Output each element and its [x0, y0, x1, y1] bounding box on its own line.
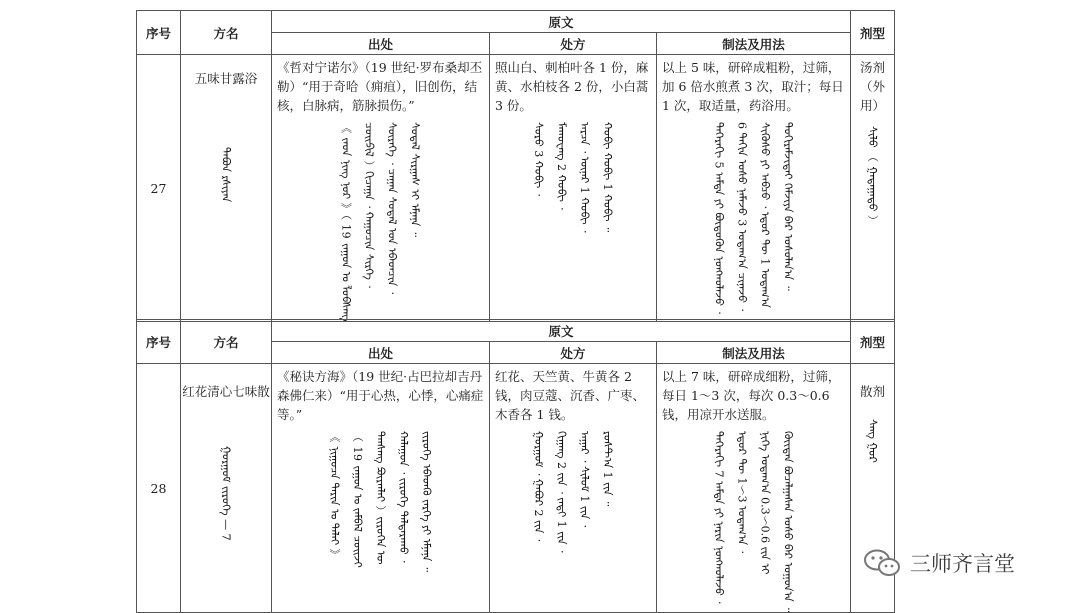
source-cell: [272, 55, 490, 322]
mong-line: ᠳᠡᠭᠡᠷᠡᠬᠢ 7 ᠠᠮᠲᠠ ᠶᠢ ᠨᠠᠷᠢᠨ ᠨᠤᠩᠬᠤᠯᠠᠵᠤ ᠂: [712, 431, 726, 604]
mong-line: ᠰᠤᠳᠠᠯ ᠰᠢᠷᠭᠠᠰ ᠢ ᠡᠮᠨᠡᠨᠡ ᠃: [408, 122, 422, 237]
mong-line: ᠲᠣᠬᠢᠷᠠᠮᠵᠢᠲᠠᠢ ᠬᠡᠮᠵᠢᠶᠡ ᠪᠡᠷ ᠤᠰᠤᠯᠠᠨ᠎ᠠ ᠃: [781, 122, 795, 291]
mong-line: ᠭᠢᠭᠠᠩ 2 ᠵᠢᠨ ᠂ ᠵᠠᠳᠢ 1 ᠵᠢᠨ ᠂: [555, 431, 568, 553]
recipe-mong-block: [490, 427, 656, 553]
mong-line: ᠳᠠᠨᠰᠠᠩ ᠫᠦᠷᠡᠨᠯᠡᠢ ）ᠵᠢᠷᠦᠬᠡᠨ ᠦ: [374, 431, 387, 565]
formula-name-mong: ᠭᠤᠷᠭᠤᠮ ᠵᠢᠷᠦᠬᠡ — 7: [219, 446, 233, 541]
recipe-text: 照山白、刺柏叶各 1 份，麻黄、水柏枝各 2 份，小白蒿 3 份。: [495, 60, 649, 113]
header-source: 出处: [272, 33, 490, 55]
mong-line: ᠠᠷᠴᠠ ᠂ ᠦᠨᠡᠷ 1 ᠬᠤᠪᠢ ᠂: [577, 122, 591, 233]
header-preparation: 制法及用法: [657, 342, 851, 364]
form-mong: ᠰᠡᠩ ᠭᠤᠷ: [866, 419, 879, 463]
header-recipe: 处方: [490, 33, 657, 55]
formula-name-cn: 五味甘露浴: [194, 71, 258, 86]
preparation-cell: [657, 55, 851, 322]
mong-line: 6 ᠳᠠᠬᠢᠨ ᠤᠰᠤ ᠨᠡᠮᠡᠵᠦ 3 ᠤᠳᠠᠭ᠎ᠠ ᠴᠢᠨᠠᠵᠤ ᠂: [735, 122, 749, 311]
table-row: [137, 364, 895, 613]
header-name: 方名: [181, 320, 272, 364]
mong-line: （ 19 ᠵᠠᠭᠤᠨ ᠤ ᠵᠠᠮᠪᠠᠯ ᠴᠣᠢᠵᠢ: [351, 431, 365, 568]
form-cn: 散剂: [859, 384, 885, 399]
mong-line: ᠵᠢᠷᠦᠬᠡ ᠡᠪᠡᠳᠬᠦ ᠵᠡᠷᠭᠡ ᠶᠢ ᠡᠮᠨᠡᠨᠡ ᠃: [419, 431, 433, 573]
preparation-mong-block: [657, 427, 850, 612]
mong-line: 《 ᠵᠡᠳ ᠨᠢᠩ ᠨᠤᠷ 》（ 19 ᠵᠠᠭᠤᠨ ᠤ ᠯᠤᠪᠰᠠᠩ: [339, 122, 353, 322]
source-text: 《哲对宁诺尔》（19 世纪·罗布桑却丕勒）“用于奇哈（痈疽），旧创伤，结核，白脉病，筋脉损伤。”: [277, 60, 483, 113]
row-number: 27: [137, 55, 181, 322]
mong-line: ᠨᠢᠭᠡ ᠤᠳᠠᠭ᠎ᠠ 0.3～0.6 ᠵᠢᠨ ᠢ: [758, 431, 772, 575]
header-original: 原文: [272, 320, 851, 342]
preparation-mong-block: [657, 118, 850, 314]
header-num: 序号: [137, 11, 181, 55]
source-mong-block: [272, 427, 489, 572]
watermark: [862, 546, 1015, 580]
recipe-cell: [490, 55, 657, 322]
header-source: 出处: [272, 342, 490, 364]
header-num: 序号: [137, 320, 181, 364]
formula-name-mong: ᠲᠠᠪᠤᠨ ᠷᠰᠢᠶᠠᠨ: [219, 147, 233, 203]
form-mong: ᠰᠢᠯᠦ （ ᠭᠠᠳᠠᠭᠠᠳᠤ ）: [866, 126, 879, 227]
source-cell: [272, 364, 490, 613]
table-row: [137, 55, 895, 322]
preparation-text: 以上 7 味，研碎成细粉，过筛，每日 1～3 次，每次 0.3～0.6 钱，用凉开水送服。: [662, 369, 841, 422]
form-cell: [851, 55, 895, 322]
header-preparation: 制法及用法: [657, 33, 851, 55]
wechat-icon: [862, 548, 902, 578]
formula-table-28: [136, 319, 895, 613]
form-cn: 汤剂（外用）: [859, 60, 885, 113]
row-number: 28: [137, 364, 181, 613]
source-text: 《秘诀方海》（19 世纪·占巴拉却吉丹森佛仁来）“用于心热，心悸，心痛症等。”: [277, 369, 484, 422]
recipe-text: 红花、天竺黄、牛黄各 2 钱，肉豆蔻、沉香、广枣、木香各 1 钱。: [495, 369, 646, 422]
header-original: 原文: [272, 11, 851, 33]
mong-line: 《 ᠨᠢᠭᠤᠴᠠ ᠲᠠᠷᠢᠨ ᠤ ᠳᠠᠯᠠᠢ 》: [328, 431, 342, 561]
mong-line: ᠡᠳᠦᠷ ᠲᠦ 1～3 ᠤᠳᠠᠭ᠎ᠠ ᠂: [735, 431, 749, 554]
preparation-text: 以上 5 味，研碎成粗粉，过筛，加 6 倍水煎煮 3 次，取汁；每日 1 次，取适量，药浴用。: [662, 60, 844, 113]
mong-line: ᠬᠦᠢᠲᠡᠨ ᠪᠤᠴᠠᠯᠭᠠᠰᠠᠨ ᠤᠰᠤ ᠪᠡᠷ ᠤᠭᠤᠨ᠎ᠠ ᠃: [781, 431, 795, 613]
recipe-cell: [490, 364, 657, 613]
watermark-text: 三师齐言堂: [910, 552, 1015, 576]
mong-line: ᠰᠤᠷᠤ 3 ᠬᠤᠪᠢ ᠂: [532, 122, 546, 196]
mong-line: ᠮᠠᠬᠤᠸᠠᠩ 2 ᠬᠤᠪᠢ ᠂: [555, 122, 568, 210]
preparation-cell: [657, 364, 851, 613]
mong-line: ᠠᠭᠠᠷ ᠂ ᠰᠢᠯᠤᠮ 1 ᠵᠢᠨ ᠂: [577, 431, 591, 528]
mong-line: ᠬᠤᠪᠢ ᠬᠤᠪᠢ 1 ᠬᠤᠪᠢ ᠃: [600, 122, 614, 233]
header-name: 方名: [181, 11, 272, 55]
mong-line: ᠭᠤᠷᠭᠤᠮ ᠂ ᠭᠠᠪᠤᠷ 2 ᠵᠢᠨ ᠂: [532, 431, 546, 542]
mong-line: ᠰᠢᠭᠦᠰᠦ ᠶᠢ ᠠᠪᠴᠤ ᠂ ᠡᠳᠦᠷ ᠲᠦ 1 ᠤᠳᠠᠭ᠎ᠠ: [758, 122, 772, 308]
formula-name-cell: [181, 364, 272, 613]
mong-line: ᠰᠦᠷᠡᠭᠡ ᠂ ᠴᠠᠭᠠᠨ ᠰᠤᠳᠠᠯ ᠤᠨ ᠡᠪᠡᠳᠴᠢᠨ ᠂: [385, 122, 399, 295]
recipe-mong-block: [490, 118, 656, 233]
mong-line: ᠴᠣᠢᠫᠢᠯ ）ᠬᠢᠴᠠᠭᠠ ᠂ ᠬᠠᠭᠤᠴᠢᠨ ᠰᠢᠷᠬᠡ ᠂: [362, 122, 376, 288]
formula-name-cn: 红花清心七味散: [182, 384, 270, 399]
header-form: 剂型: [851, 11, 895, 55]
formula-table-27: [136, 10, 895, 322]
mong-line: ᠷᠤᠰᠲ᠎ᠠ 1 ᠵᠢᠨ ᠃: [600, 431, 614, 507]
source-mong-block: [272, 118, 489, 321]
mong-line: ᠳᠡᠭᠡᠷᠡᠬᠢ 5 ᠠᠮᠲᠠ ᠶᠢ ᠪᠦᠳᠦᠭᠦᠨ ᠨᠤᠩᠬᠤᠯᠠᠵᠤ ᠂: [712, 122, 726, 314]
mong-line: ᠬᠠᠯᠠᠭᠤᠨ ᠂ ᠵᠢᠷᠦᠬᠡ ᠳᠠᠯᠳᠠᠷᠠᠬᠤ ᠂: [396, 431, 410, 563]
header-form: 剂型: [851, 320, 895, 364]
header-recipe: 处方: [490, 342, 657, 364]
formula-name-cell: [181, 55, 272, 322]
